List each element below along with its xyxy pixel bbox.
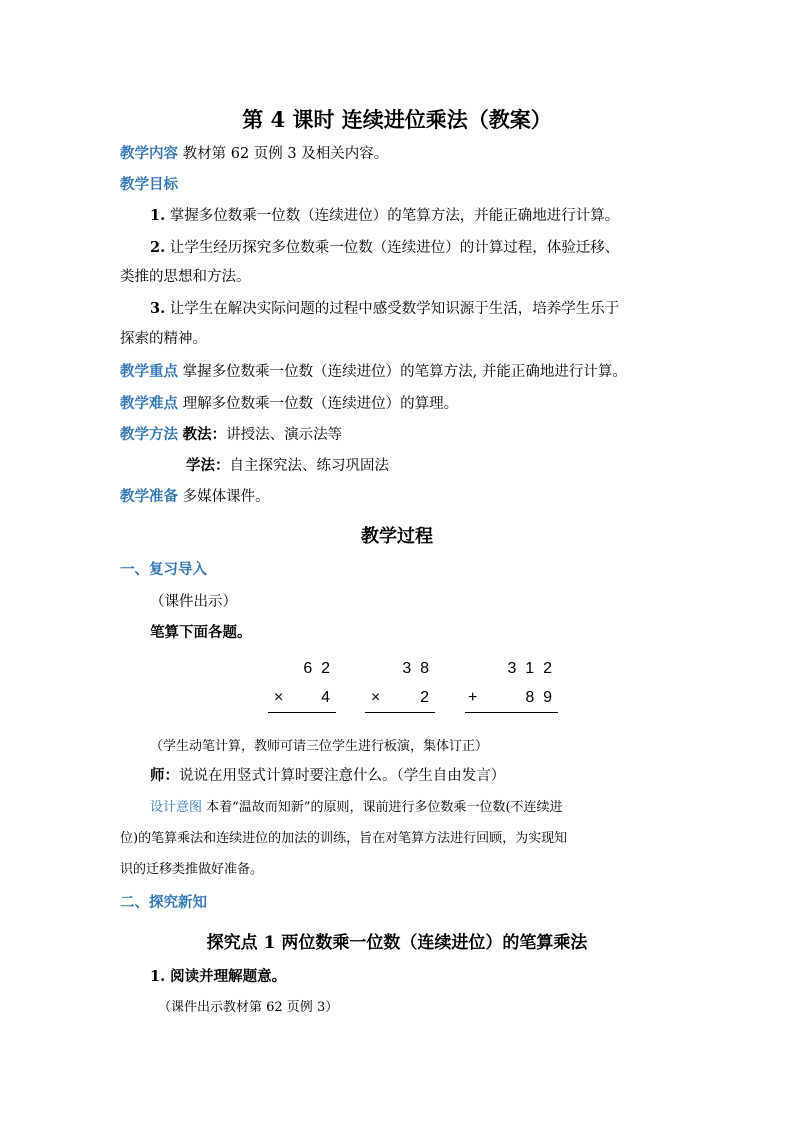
goal-2-number: 2. [150, 239, 166, 256]
key-point-text: 掌握多位数乘一位数（连续进位）的笔算方法, 并能正确地进行计算。 [182, 364, 627, 380]
teacher-row [150, 766, 505, 786]
step-1: 1. 阅读并理解题意。 [150, 968, 287, 985]
learn-method-label: 学法： [186, 457, 230, 474]
section2-heading: 二、探究新知 [120, 894, 207, 911]
goal-3 [150, 299, 619, 319]
goal-1-text: 掌握多位数乘一位数（连续进位）的笔算方法，并能正确地进行计算。 [169, 208, 620, 224]
calc-1-bottom: 4 [321, 689, 330, 706]
teach-method-label: 教法： [182, 426, 227, 443]
calc-3-bottom: 8 9 [525, 689, 552, 706]
calc-3-top: 3 1 2 [507, 660, 552, 677]
process-title: 教学过程 [361, 526, 433, 547]
page-title: 第 4 课时 连续进位乘法（教案） [242, 107, 552, 132]
goal-3-continued: 探索的精神。 [120, 331, 207, 347]
method-label: 教学方法 [120, 426, 178, 443]
goal-2-text: 让学生经历探究多位数乘一位数（连续进位）的计算过程，体验迁移、 [169, 240, 620, 256]
student-note: （学生动笔计算，教师可请三位学生进行板演，集体订正） [150, 739, 489, 754]
teacher-text: 说说在用竖式计算时要注意什么。（学生自由发言） [179, 768, 506, 784]
design-text-2: 位)的笔算乘法和连续进位的加法的训练，旨在对笔算方法进行回顾，为实现知 [120, 831, 568, 846]
goal-1 [150, 206, 619, 226]
difficulty-label: 教学难点 [120, 395, 178, 412]
goal-2-continued: 类推的思想和方法。 [120, 269, 251, 285]
step-1-note: （课件出示教材第 62 页例 3） [158, 1000, 339, 1015]
key-point-label: 教学重点 [120, 363, 178, 380]
difficulty-row [120, 394, 458, 414]
instruction: 笔算下面各题。 [150, 624, 252, 641]
exploration-point-title: 探究点 1 两位数乘一位数（连续进位）的笔算乘法 [206, 933, 588, 953]
goal-3-number: 3. [150, 300, 166, 317]
calc-2-bottom: 2 [420, 689, 429, 706]
calc-1-rule [268, 712, 336, 713]
calc-problem-1 [268, 660, 338, 716]
calc-3-rule [465, 712, 558, 713]
calc-2-top: 3 8 [402, 660, 429, 677]
calc-2-operator: × [371, 689, 381, 706]
calc-problem-3 [465, 660, 560, 716]
courseware-note: （课件出示） [150, 594, 237, 610]
content-label: 教学内容 [120, 145, 178, 162]
difficulty-text: 理解多位数乘一位数（连续进位）的算理。 [182, 396, 459, 412]
design-text-3: 识的迁移类推做好准备。 [120, 862, 264, 877]
design-label: 设计意图 [150, 800, 203, 815]
prep-row [120, 487, 270, 507]
prep-label: 教学准备 [120, 488, 178, 505]
learn-method-row [186, 456, 389, 476]
prep-text: 多媒体课件。 [182, 489, 270, 505]
goals-label: 教学目标 [120, 176, 178, 193]
key-point-row [120, 362, 627, 382]
teacher-label: 师： [150, 767, 179, 784]
calc-1-operator: × [274, 689, 284, 706]
design-row [150, 798, 563, 818]
goal-3-text: 让学生在解决实际问题的过程中感受数学知识源于生活，培养学生乐于 [169, 301, 620, 317]
content-row [120, 144, 388, 164]
method-row [120, 425, 342, 445]
content-text: 教材第 62 页例 3 及相关内容。 [182, 146, 389, 162]
goal-1-number: 1. [150, 207, 166, 224]
calc-3-operator: + [468, 689, 478, 706]
goal-2 [150, 238, 619, 258]
calc-2-rule [365, 712, 435, 713]
section1-heading: 一、复习导入 [120, 561, 207, 578]
calc-problem-2 [365, 660, 437, 716]
teach-method-text: 讲授法、演示法等 [226, 427, 343, 443]
calc-1-top: 6 2 [303, 660, 330, 677]
design-text-1: 本着“温故而知新”的原则，课前进行多位数乘一位数(不连续进 [206, 800, 563, 815]
learn-method-text: 自主探究法、练习巩固法 [229, 458, 389, 474]
